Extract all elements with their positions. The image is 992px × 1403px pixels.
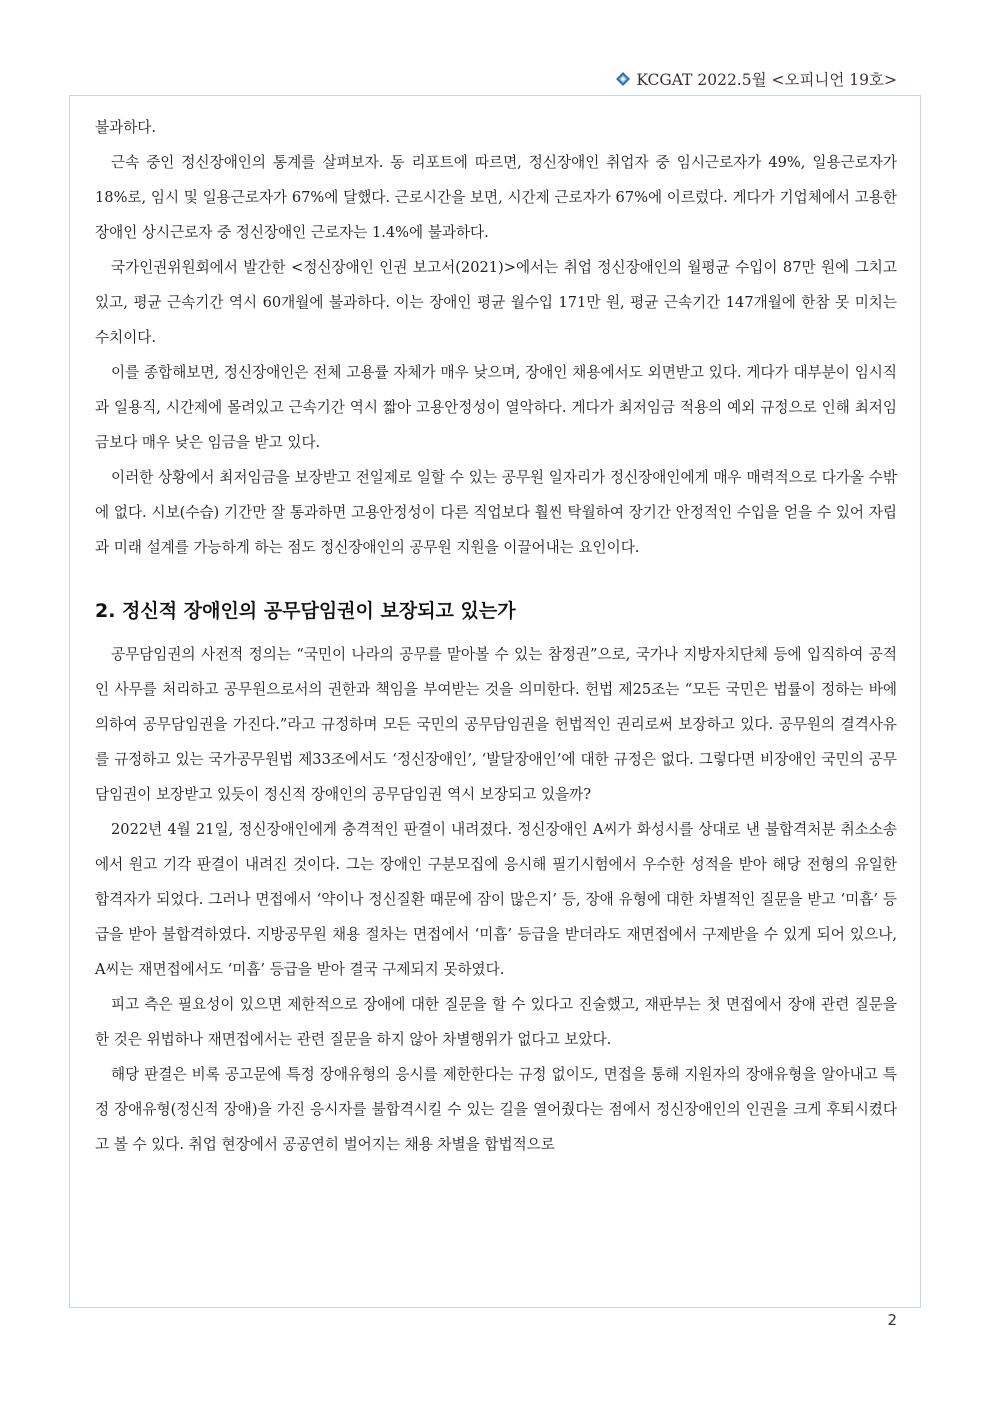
- running-header: [616, 68, 897, 90]
- page-number: 2: [887, 1311, 897, 1329]
- paragraph: 이러한 상황에서 최저임금을 보장받고 전일제로 일할 수 있는 공무원 일자리가 정신장애인에게 매우 매력적으로 다가올 수밖에 없다. 시보(수습) 기간만 잘 통과하면 고용안정성이 다른 직업보다 훨씬 탁월하여 장기간 안정적인 수입을 얻을 수 있어 자립과 미래 설계를 가능하게 하는 점도 정신장애인의 공무원 지원을 이끌어내는 요인이다.: [95, 469, 897, 556]
- paragraph: 근속 중인 정신장애인의 통계를 살펴보자. 동 리포트에 따르면, 정신장애인 취업자 중 임시근로자가 49%, 일용근로자가 18%로, 임시 및 일용근로자가 67%에 달했다. 근로시간을 보면, 시간제 근로자가 67%에 이르렀다. 게다가 기업체에서 고용한 장애인 상시근로자 중 정신장애인 근로자는 1.4%에 불과하다.: [95, 154, 897, 241]
- paragraph: 이를 종합해보면, 정신장애인은 전체 고용률 자체가 매우 낮으며, 장애인 채용에서도 외면받고 있다. 게다가 대부분이 임시직과 일용직, 시간제에 몰려있고 근속기간 역시 짧아 고용안정성이 열악하다. 게다가 최저임금 적용의 예외 규정으로 인해 최저임금보다 매우 낮은 임금을 받고 있다.: [95, 364, 897, 451]
- paragraph: 해당 판결은 비록 공고문에 특정 장애유형의 응시를 제한한다는 규정 없이도, 면접을 통해 지원자의 장애유형을 알아내고 특정 장애유형(정신적 장애)을 가진 응시자를 불합격시킬 수 있는 길을 열어줬다는 점에서 정신장애인의 인권을 크게 후퇴시켰다고 볼 수 있다. 취업 현장에서 공공연히 벌어지는 채용 차별을 합법적으로: [95, 1066, 898, 1153]
- paragraph: 피고 측은 필요성이 있으면 제한적으로 장애에 대한 질문을 할 수 있다고 진술했고, 재판부는 첫 면접에서 장애 관련 질문을 한 것은 위법하나 재면접에서는 관련 질문을 하지 않아 차별행위가 없다고 보았다.: [95, 996, 897, 1048]
- paragraph: 국가인권위원회에서 발간한 <정신장애인 인권 보고서(2021)>에서는 취업 정신장애인의 월평균 수입이 87만 원에 그치고 있고, 평균 근속기간 역시 60개월에 불과하다. 이는 장애인 평균 월수입 171만 원, 평균 근속기간 147개월에 한참 못 미치는 수치이다.: [95, 259, 897, 346]
- paragraph: 공무담임권의 사전적 정의는 “국민이 나라의 공무를 맡아볼 수 있는 참정권”으로, 국가나 지방자치단체 등에 입직하여 공적인 사무를 처리하고 공무원으로서의 권한과 책임을 부여받는 것을 의미한다. 헌법 제25조는 “모든 국민은 법률이 정하는 바에 의하여 공무담임권을 가진다.”라고 규정하며 모든 국민의 공무담임권을 헌법적인 권리로써 보장하고 있다. 공무원의 결격사유를 규정하고 있는 국가공무원법 제33조에서도 ‘정신장애인’, ‘발달장애인’에 대한 규정은 없다. 그렇다면 비장애인 국민의 공무담임권이 보장받고 있듯이 정신적 장애인의 공무담임권 역시 보장되고 있을까?: [95, 646, 897, 803]
- section-heading: 2. 정신적 장애인의 공무담임권이 보장되고 있는가: [95, 600, 516, 622]
- article-body: [95, 110, 897, 1162]
- diamond-icon: [616, 72, 630, 86]
- paragraph: 불과하다.: [95, 119, 157, 136]
- paragraph: 2022년 4월 21일, 정신장애인에게 충격적인 판결이 내려졌다. 정신장애인 A씨가 화성시를 상대로 낸 불합격처분 취소소송에서 원고 기각 판결이 내려진 것이다. 그는 장애인 구분모집에 응시해 필기시험에서 우수한 성적을 받아 해당 전형의 유일한 합격자가 되었다. 그러나 면접에서 ‘약이나 정신질환 때문에 잠이 많은지’ 등, 장애 유형에 대한 차별적인 질문을 받고 ‘미흡’ 등급을 받아 불합격하였다. 지방공무원 채용 절차는 면접에서 ‘미흡’ 등급을 받더라도 재면접에서 구제받을 수 있게 되어 있으나, A씨는 재면접에서도 ‘미흡’ 등급을 받아 결국 구제되지 못하였다.: [95, 821, 897, 978]
- header-text: KCGAT 2022.5월 <오피니언 19호>: [636, 71, 897, 89]
